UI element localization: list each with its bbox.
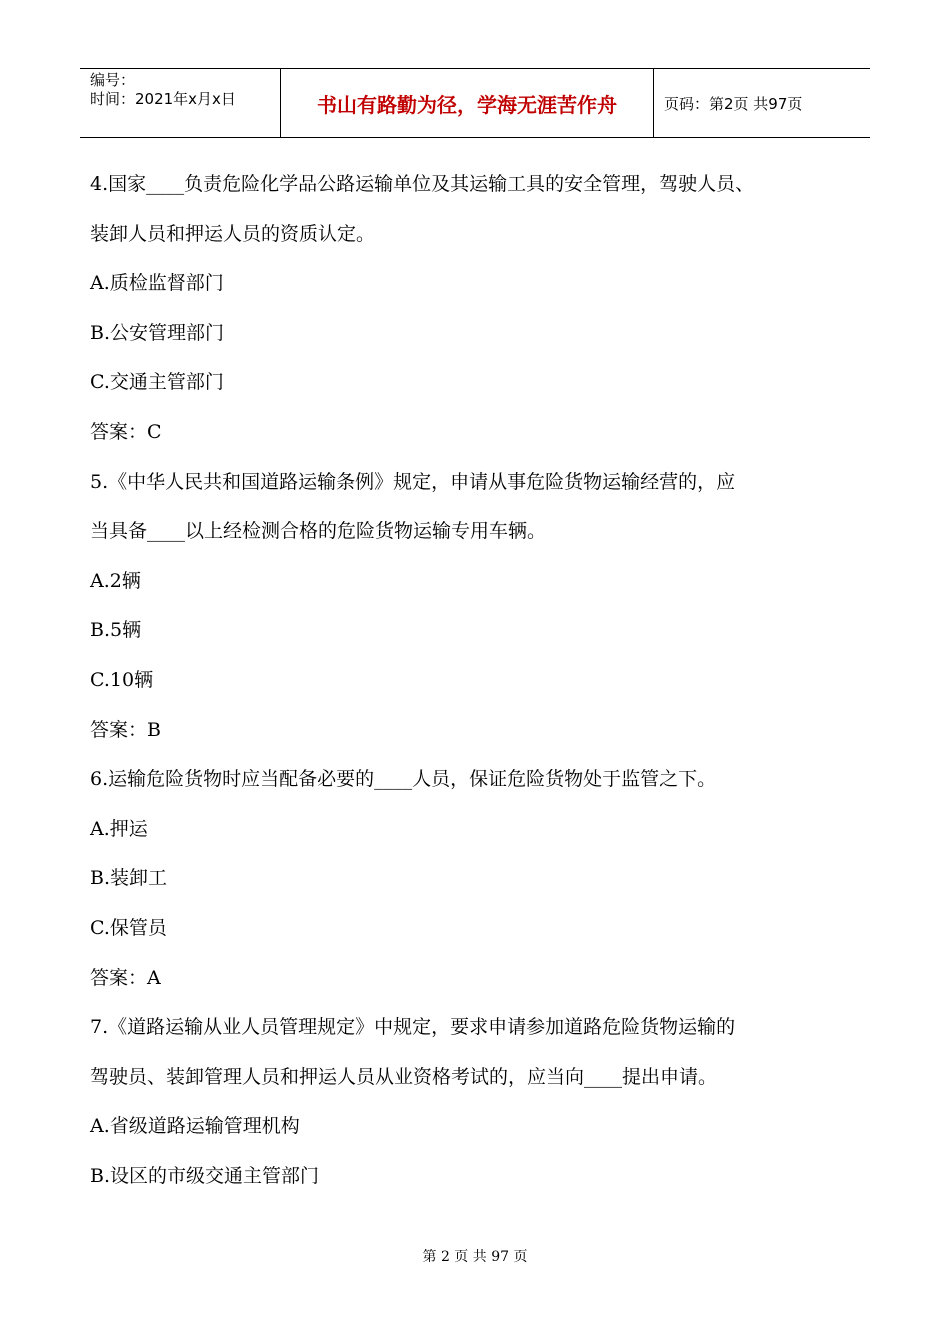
question-6-answer: 答案：A — [90, 966, 161, 989]
question-4-option-b: B.公安管理部门 — [90, 321, 225, 344]
question-5-option-c: C.10辆 — [90, 668, 154, 691]
document-body — [90, 160, 870, 1201]
page-header — [80, 68, 870, 138]
question-5-text: 5.《中华人民共和国道路运输条例》规定，申请从事危险货物运输经营的，应 — [90, 470, 736, 493]
question-6-option-b: B.装卸工 — [90, 867, 168, 890]
question-4-text-cont: 装卸人员和押运人员的资质认定。 — [90, 222, 376, 245]
question-6-option-c: C.保管员 — [90, 916, 167, 939]
question-7-text: 7.《道路运输从业人员管理规定》中规定，要求申请参加道路危险货物运输的 — [90, 1016, 736, 1039]
question-5-option-a: A.2辆 — [90, 569, 141, 592]
date-line: 时间：2021年x月x日 — [90, 90, 236, 108]
question-6-option-a: A.押运 — [90, 817, 148, 840]
question-7-text-cont: 驾驶员、装卸管理人员和押运人员从业资格考试的，应当向____提出申请。 — [90, 1065, 718, 1088]
page-footer: 第 2 页 共 97 页 — [422, 1249, 528, 1265]
question-7-option-a: A.省级道路运输管理机构 — [90, 1115, 300, 1138]
question-5-text-cont: 当具备____以上经检测合格的危险货物运输专用车辆。 — [90, 520, 547, 543]
question-4-answer: 答案：C — [90, 420, 162, 443]
question-5-option-b: B.5辆 — [90, 619, 142, 642]
question-6-text: 6.运输危险货物时应当配备必要的____人员，保证危险货物处于监管之下。 — [90, 768, 717, 791]
question-5-answer: 答案：B — [90, 718, 161, 741]
header-meta — [80, 69, 281, 137]
header-page-info: 页码：第2页 共97页 — [664, 94, 803, 113]
question-4-text: 4.国家____负责危险化学品公路运输单位及其运输工具的安全管理，驾驶人员、 — [90, 173, 755, 195]
question-7-option-b: B.设区的市级交通主管部门 — [90, 1164, 320, 1187]
header-motto: 书山有路勤为径，学海无涯苦作舟 — [281, 69, 654, 137]
question-4-option-a: A.质检监督部门 — [90, 272, 224, 295]
serial-label: 编号： — [90, 71, 136, 89]
question-4-option-c: C.交通主管部门 — [90, 371, 224, 394]
